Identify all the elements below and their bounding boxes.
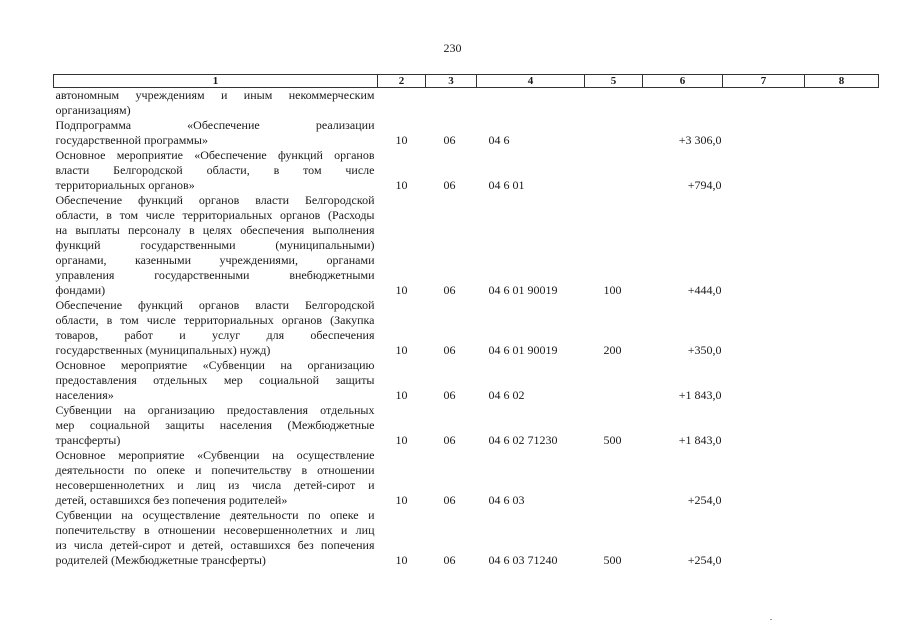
description-line: родителей (Межбюджетные трансферты) — [55, 553, 266, 567]
row-col-7 — [723, 448, 805, 508]
row-subsection-code: 06 — [443, 553, 456, 567]
row-target-article-code: 04 6 — [488, 133, 510, 147]
table-row — [54, 508, 879, 568]
description-line: территориальных органов» — [55, 178, 195, 192]
row-expense-type-code — [585, 118, 643, 148]
row-col-8 — [805, 193, 879, 298]
row-subsection-code: 06 — [443, 283, 456, 297]
row-col-8 — [805, 88, 879, 119]
row-subsection-code: 06 — [443, 178, 456, 192]
table-row — [54, 403, 879, 448]
row-col-7 — [723, 358, 805, 403]
row-section-code — [378, 88, 426, 119]
row-description — [54, 403, 378, 448]
description-line: Субвенции на организацию предоставления отдельных — [55, 403, 375, 417]
row-target-article-code: 04 6 02 — [488, 388, 525, 402]
row-subsection-code: 06 — [443, 433, 456, 447]
description-line: фондами) — [55, 283, 106, 297]
row-expense-type-code — [585, 448, 643, 508]
row-amount: +254,0 — [687, 493, 722, 507]
description-line: товаров, работ и услуг для обеспечения — [55, 328, 375, 342]
row-col-7 — [723, 193, 805, 298]
row-expense-type-code: 200 — [603, 343, 622, 357]
row-section-code: 10 — [395, 178, 408, 192]
row-amount: +444,0 — [687, 283, 722, 297]
description-line: из числа детей-сирот и детей, оставшихся без попечения — [55, 538, 375, 552]
table-row — [54, 448, 879, 508]
row-amount: +350,0 — [687, 343, 722, 357]
description-line: Обеспечение функций органов власти Белгородской — [55, 298, 375, 312]
table-row — [54, 118, 879, 148]
row-col-8 — [805, 448, 879, 508]
table-body — [54, 88, 879, 569]
description-line: области, в том числе территориальных органов (Расходы — [55, 208, 375, 222]
row-description — [54, 148, 378, 193]
row-amount: +1 843,0 — [678, 388, 722, 402]
description-line: Обеспечение функций органов власти Белгородской — [55, 193, 375, 207]
row-col-8 — [805, 358, 879, 403]
description-line: предоставления отдельных мер социальной защиты — [55, 373, 375, 387]
row-description — [54, 508, 378, 568]
row-target-article-code: 04 6 01 — [488, 178, 525, 192]
row-target-article-code: 04 6 02 71230 — [488, 433, 558, 447]
row-target-article-code: 04 6 01 90019 — [488, 343, 558, 357]
row-section-code: 10 — [395, 283, 408, 297]
row-expense-type-code: 500 — [603, 553, 622, 567]
description-line: Основное мероприятие «Обеспечение функций органов — [55, 148, 375, 162]
row-amount: +794,0 — [687, 178, 722, 192]
description-line: на выплаты персоналу в целях обеспечения выполнения — [55, 223, 375, 237]
row-description — [54, 358, 378, 403]
description-line: несовершеннолетних и лиц из числа детей-сирот и — [55, 478, 375, 492]
table-row — [54, 148, 879, 193]
description-line: государственной программы» — [55, 133, 208, 147]
row-col-7 — [723, 118, 805, 148]
row-amount: +254,0 — [687, 553, 722, 567]
row-col-7 — [723, 508, 805, 568]
header-col-5: 5 — [585, 75, 643, 88]
row-target-article-code — [477, 88, 585, 119]
row-col-8 — [805, 403, 879, 448]
row-description — [54, 118, 378, 148]
scan-artifact — [770, 619, 772, 620]
description-line: попечительству в отношении несовершеннолетних и лиц — [55, 523, 375, 537]
header-col-1: 1 — [54, 75, 378, 88]
description-line: организациям) — [55, 103, 131, 117]
row-subsection-code: 06 — [443, 343, 456, 357]
description-line: управления государственными внебюджетными — [55, 268, 375, 282]
table-row — [54, 358, 879, 403]
description-line: власти Белгородской области, в том числе — [55, 163, 375, 177]
table-row — [54, 88, 879, 119]
row-section-code: 10 — [395, 433, 408, 447]
table-header-row — [54, 75, 879, 88]
header-col-6: 6 — [643, 75, 723, 88]
row-description — [54, 88, 378, 119]
row-section-code: 10 — [395, 553, 408, 567]
description-line: области, в том числе территориальных органов (Закупка — [55, 313, 375, 327]
row-description — [54, 298, 378, 358]
row-col-7 — [723, 148, 805, 193]
description-line: Основное мероприятие «Субвенции на организацию — [55, 358, 375, 372]
row-section-code: 10 — [395, 343, 408, 357]
row-col-7 — [723, 298, 805, 358]
row-subsection-code: 06 — [443, 133, 456, 147]
header-col-7: 7 — [723, 75, 805, 88]
row-section-code: 10 — [395, 493, 408, 507]
row-description — [54, 193, 378, 298]
row-amount: +3 306,0 — [678, 133, 722, 147]
description-line: детей, оставшихся без попечения родителей» — [55, 493, 288, 507]
row-section-code: 10 — [395, 133, 408, 147]
table-row — [54, 298, 879, 358]
row-col-7 — [723, 403, 805, 448]
row-section-code: 10 — [395, 388, 408, 402]
row-expense-type-code: 500 — [603, 433, 622, 447]
row-col-8 — [805, 298, 879, 358]
description-line: трансферты) — [55, 433, 121, 447]
row-target-article-code: 04 6 01 90019 — [488, 283, 558, 297]
description-line: автономным учреждениям и иным некоммерческим — [55, 88, 375, 102]
description-line: Подпрограмма «Обеспечение реализации — [55, 118, 375, 132]
description-line: мер социальной защиты населения (Межбюджетные — [55, 418, 375, 432]
row-col-7 — [723, 88, 805, 119]
row-col-8 — [805, 508, 879, 568]
header-col-8: 8 — [805, 75, 879, 88]
description-line: Субвенции на осуществление деятельности по опеке и — [55, 508, 375, 522]
row-subsection-code: 06 — [443, 493, 456, 507]
budget-table — [53, 74, 879, 568]
row-col-8 — [805, 148, 879, 193]
row-subsection-code — [426, 88, 477, 119]
row-target-article-code: 04 6 03 — [488, 493, 525, 507]
row-expense-type-code: 100 — [603, 283, 622, 297]
row-subsection-code: 06 — [443, 388, 456, 402]
description-line: населения» — [55, 388, 114, 402]
header-col-3: 3 — [426, 75, 477, 88]
row-description — [54, 448, 378, 508]
row-expense-type-code — [585, 148, 643, 193]
row-expense-type-code — [585, 88, 643, 119]
description-line: органами, казенными учреждениями, органами — [55, 253, 375, 267]
row-expense-type-code — [585, 358, 643, 403]
header-col-4: 4 — [477, 75, 585, 88]
header-col-2: 2 — [378, 75, 426, 88]
page-number: 230 — [443, 41, 462, 55]
row-target-article-code: 04 6 03 71240 — [488, 553, 558, 567]
description-line: деятельности по опеке и попечительству в отношении — [55, 463, 375, 477]
row-col-8 — [805, 118, 879, 148]
description-line: государственных (муниципальных) нужд) — [55, 343, 271, 357]
description-line: функций государственными (муниципальными) — [55, 238, 375, 252]
row-amount: +1 843,0 — [678, 433, 722, 447]
table-row — [54, 193, 879, 298]
description-line: Основное мероприятие «Субвенции на осуществление — [55, 448, 375, 462]
row-amount — [643, 88, 723, 119]
